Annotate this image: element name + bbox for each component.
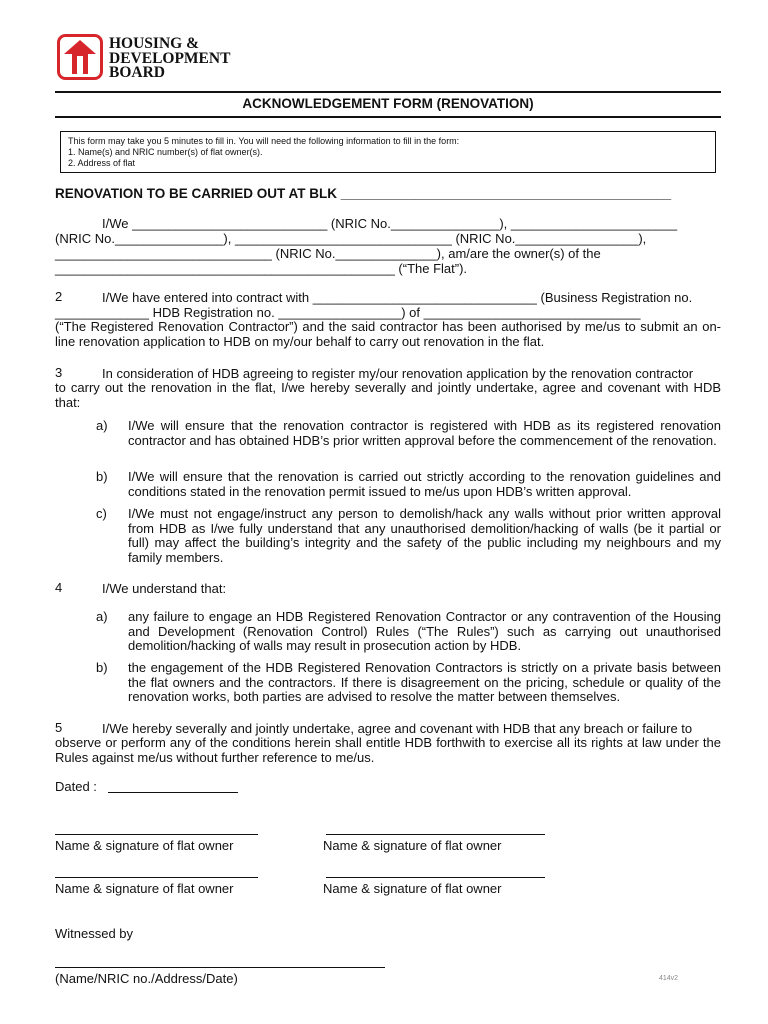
contractor-line-1[interactable]: I/We have entered into contract with _______________________________ (Business Registration no. — [102, 290, 693, 305]
form-title: ACKNOWLEDGEMENT FORM (RENOVATION) — [242, 96, 534, 111]
signature-caption-2: Name & signature of flat owner — [323, 838, 502, 853]
signature-caption-3: Name & signature of flat owner — [55, 881, 234, 896]
clause-3c-text: I/We must not engage/instruct any person to demolish/hack any walls without prior written approval from HDB as I/we fully understand that any unauthorised demolition/hacking of walls (be it partial or full) may affect the building’s integrity and the safety of the public including my neighbours and my family members. — [128, 506, 721, 565]
logo-line-1: HOUSING & — [109, 35, 199, 52]
owners-line-3[interactable]: ______________________________ (NRIC No.______________), am/are the owner(s) of the — [55, 246, 601, 261]
clause-2-number: 2 — [55, 289, 63, 304]
clause-5-text: observe or perform any of the conditions herein shall entitle HDB forthwith to exercise all its rights at law under the Rules against me/us without further reference to me/us. — [55, 735, 721, 765]
dated-field[interactable] — [108, 792, 238, 793]
form-code: 414v2 — [659, 975, 679, 982]
witnessed-label: Witnessed by — [55, 926, 134, 941]
signature-line-3[interactable] — [55, 877, 258, 878]
renovation-blk-field[interactable]: RENOVATION TO BE CARRIED OUT AT BLK ____________________________________________ — [55, 186, 672, 201]
clause-3-text: to carry out the renovation in the flat, I/we hereby severally and jointly undertake, agree and covenant with HDB that: — [55, 380, 721, 410]
title-rule-top — [55, 91, 721, 93]
signature-line-1[interactable] — [55, 834, 258, 835]
dated-label: Dated : — [55, 779, 97, 794]
info-line-3: 2. Address of flat — [68, 158, 136, 168]
clause-4-first-line: I/We understand that: — [102, 581, 227, 596]
logo-line-3: BOARD — [109, 64, 165, 81]
clause-3-number: 3 — [55, 365, 63, 380]
clause-3b-mark: b) — [96, 469, 108, 484]
owners-line-2[interactable]: (NRIC No._______________), ______________________________ (NRIC No._________________), — [55, 231, 647, 246]
clause-2-text: (“The Registered Renovation Contractor”) and the said contractor has been authorised by me/us to submit an on-line renovation application to HDB on my/our behalf to carry out renovation in the flat. — [55, 319, 721, 349]
signature-caption-4: Name & signature of flat owner — [323, 881, 502, 896]
clause-5-number: 5 — [55, 720, 63, 735]
signature-line-2[interactable] — [326, 834, 545, 835]
clause-3-first-line: In consideration of HDB agreeing to register my/our renovation application by the renovation contractor — [102, 366, 694, 381]
signature-line-4[interactable] — [326, 877, 545, 878]
witness-caption: (Name/NRIC no./Address/Date) — [55, 971, 238, 986]
logo-line-2: DEVELOPMENT — [109, 49, 231, 67]
title-rule-bottom — [55, 116, 721, 118]
flat-address-line[interactable]: _______________________________________________ (“The Flat”). — [55, 261, 468, 276]
clause-3c-mark: c) — [96, 506, 107, 521]
info-line-1: This form may take you 5 minutes to fill in. You will need the following information to fill in the form: — [68, 136, 460, 146]
clause-4b-text: the engagement of the HDB Registered Renovation Contractors is strictly on a private basis between the flat owners and the contractors. If there is disagreement on the pricing, schedule or quality of the renovation works, both parties are advised to resolve the matter between themselves. — [128, 660, 721, 704]
logo-wordmark — [109, 37, 230, 81]
clause-4a-mark: a) — [96, 609, 108, 624]
signature-caption-1: Name & signature of flat owner — [55, 838, 234, 853]
clause-4a-text: any failure to engage an HDB Registered Renovation Contractor or any contravention of the Housing and Development (Renovation Control) Rules (“The Rules”) such as carrying out unauthorised demolition/hacking of walls may result in prosecution action by HDB. — [128, 609, 721, 653]
witness-line[interactable] — [55, 967, 385, 968]
hdb-logo-icon — [57, 34, 103, 80]
clause-5-first-line: I/We hereby severally and jointly undertake, agree and covenant with HDB that any breach or failure to — [102, 721, 693, 736]
clause-3b-text: I/We will ensure that the renovation is carried out strictly according to the renovation guidelines and conditions stated in the renovation permit issued to me/us upon HDB’s written approval. — [128, 469, 721, 499]
info-line-2: 1. Name(s) and NRIC number(s) of flat owner(s). — [68, 147, 263, 157]
clause-4b-mark: b) — [96, 660, 108, 675]
contractor-line-2[interactable]: _____________ HDB Registration no. _________________) of ______________________________ — [55, 305, 641, 320]
clause-3a-text: I/We will ensure that the renovation contractor is registered with HDB as its registered renovation contractor and has obtained HDB’s prior written approval before the commencement of the renovation. — [128, 418, 721, 448]
clause-4-number: 4 — [55, 580, 63, 595]
clause-3a-mark: a) — [96, 418, 108, 433]
owners-line-1[interactable]: I/We ___________________________ (NRIC No._______________), _______________________ — [102, 216, 678, 231]
